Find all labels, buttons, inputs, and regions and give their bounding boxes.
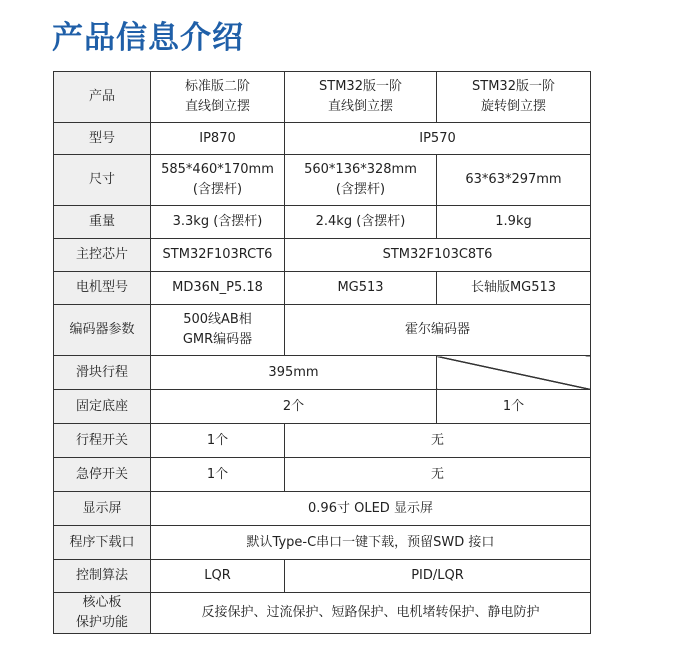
stroke-value: 395mm bbox=[151, 356, 437, 390]
row-label-stroke: 滑块行程 bbox=[54, 356, 151, 390]
algorithm-standard: LQR bbox=[151, 560, 285, 593]
table-row-base bbox=[54, 390, 591, 424]
motor-standard: MD36N_P5.18 bbox=[151, 272, 285, 305]
model-stm32: IP570 bbox=[285, 123, 591, 155]
product-spec-table bbox=[53, 71, 591, 634]
estop-standard: 1个 bbox=[151, 458, 285, 492]
header-standard-two-stage: 标准版二阶 直线倒立摆 bbox=[151, 72, 285, 123]
table-row-display bbox=[54, 492, 591, 526]
weight-standard: 3.3kg (含摆杆) bbox=[151, 206, 285, 239]
table-row-encoder bbox=[54, 305, 591, 356]
row-label-limit-switch: 行程开关 bbox=[54, 424, 151, 458]
table-row-limit-switch bbox=[54, 424, 591, 458]
row-label-estop: 急停开关 bbox=[54, 458, 151, 492]
base-rotary: 1个 bbox=[437, 390, 591, 424]
stroke-not-applicable-cell bbox=[437, 356, 591, 390]
size-stm32-rotary: 63*63*297mm bbox=[437, 155, 591, 206]
row-label-motor: 电机型号 bbox=[54, 272, 151, 305]
motor-stm32-rotary: 长轴版MG513 bbox=[437, 272, 591, 305]
table-row-size bbox=[54, 155, 591, 206]
row-label-product: 产品 bbox=[54, 72, 151, 123]
display-value: 0.96寸 OLED 显示屏 bbox=[151, 492, 591, 526]
table-row-protection bbox=[54, 593, 591, 634]
weight-stm32-linear: 2.4kg (含摆杆) bbox=[285, 206, 437, 239]
table-row-motor bbox=[54, 272, 591, 305]
mcu-standard: STM32F103RCT6 bbox=[151, 239, 285, 272]
row-label-model: 型号 bbox=[54, 123, 151, 155]
encoder-stm32: 霍尔编码器 bbox=[285, 305, 591, 356]
estop-stm32: 无 bbox=[285, 458, 591, 492]
weight-stm32-rotary: 1.9kg bbox=[437, 206, 591, 239]
row-label-display: 显示屏 bbox=[54, 492, 151, 526]
table-row-mcu bbox=[54, 239, 591, 272]
row-label-size: 尺寸 bbox=[54, 155, 151, 206]
row-label-encoder: 编码器参数 bbox=[54, 305, 151, 356]
protection-value: 反接保护、过流保护、短路保护、电机堵转保护、静电防护 bbox=[151, 593, 591, 634]
row-label-weight: 重量 bbox=[54, 206, 151, 239]
row-label-mcu: 主控芯片 bbox=[54, 239, 151, 272]
table-row-header bbox=[54, 72, 591, 123]
page-title: 产品信息介绍 bbox=[52, 20, 244, 56]
table-row-weight bbox=[54, 206, 591, 239]
motor-stm32-linear: MG513 bbox=[285, 272, 437, 305]
table-row-model bbox=[54, 123, 591, 155]
table-row-algorithm bbox=[54, 560, 591, 593]
row-label-protection: 核心板 保护功能 bbox=[54, 593, 151, 634]
header-stm32-rotary: STM32版一阶 旋转倒立摆 bbox=[437, 72, 591, 123]
table-row-download bbox=[54, 526, 591, 560]
row-label-algorithm: 控制算法 bbox=[54, 560, 151, 593]
table-row-estop bbox=[54, 458, 591, 492]
table-row-stroke bbox=[54, 356, 591, 390]
model-standard: IP870 bbox=[151, 123, 285, 155]
header-stm32-linear: STM32版一阶 直线倒立摆 bbox=[285, 72, 437, 123]
download-value: 默认Type-C串口一键下载，预留SWD 接口 bbox=[151, 526, 591, 560]
mcu-stm32: STM32F103C8T6 bbox=[285, 239, 591, 272]
encoder-standard: 500线AB相 GMR编码器 bbox=[151, 305, 285, 356]
limit-switch-stm32: 无 bbox=[285, 424, 591, 458]
algorithm-stm32: PID/LQR bbox=[285, 560, 591, 593]
base-linear: 2个 bbox=[151, 390, 437, 424]
size-stm32-linear: 560*136*328mm (含摆杆) bbox=[285, 155, 437, 206]
size-standard: 585*460*170mm (含摆杆) bbox=[151, 155, 285, 206]
row-label-base: 固定底座 bbox=[54, 390, 151, 424]
limit-switch-standard: 1个 bbox=[151, 424, 285, 458]
row-label-download: 程序下载口 bbox=[54, 526, 151, 560]
